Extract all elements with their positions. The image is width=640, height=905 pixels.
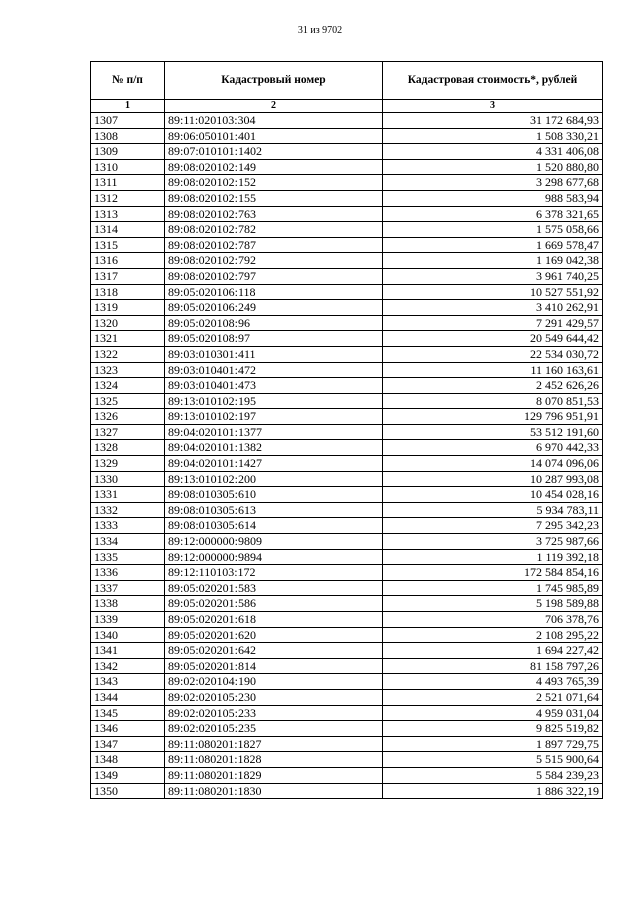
row-number-cell: 1319 (91, 300, 165, 316)
cadastral-number-cell: 89:12:000000:9809 (165, 534, 383, 550)
table-row (91, 580, 603, 596)
column-number-1: 1 (91, 100, 165, 113)
page-number: 31 из 9702 (297, 25, 343, 36)
cadastral-value-cell: 5 934 783,11 (383, 502, 603, 518)
table-row (91, 331, 603, 347)
cadastral-value-cell: 5 584 239,23 (383, 767, 603, 783)
cadastral-value-cell: 2 108 295,22 (383, 627, 603, 643)
table-row (91, 206, 603, 222)
row-number-cell: 1322 (91, 346, 165, 362)
cadastral-value-cell: 3 961 740,25 (383, 268, 603, 284)
table-row (91, 612, 603, 628)
row-number-cell: 1335 (91, 549, 165, 565)
cadastral-number-cell: 89:13:010102:197 (165, 409, 383, 425)
table-row (91, 549, 603, 565)
row-number-cell: 1340 (91, 627, 165, 643)
cadastral-number-cell: 89:11:020103:304 (165, 113, 383, 129)
cadastral-value-cell: 10 454 028,16 (383, 487, 603, 503)
row-number-cell: 1334 (91, 534, 165, 550)
row-number-cell: 1341 (91, 643, 165, 659)
row-number-cell: 1330 (91, 471, 165, 487)
table-row (91, 378, 603, 394)
row-number-cell: 1333 (91, 518, 165, 534)
cadastral-number-cell: 89:07:010101:1402 (165, 144, 383, 160)
table-row (91, 596, 603, 612)
cadastral-value-cell: 1 575 058,66 (383, 222, 603, 238)
cadastral-number-cell: 89:04:020101:1382 (165, 440, 383, 456)
cadastral-number-cell: 89:02:020105:235 (165, 721, 383, 737)
row-number-cell: 1309 (91, 144, 165, 160)
row-number-cell: 1348 (91, 752, 165, 768)
cadastral-number-cell: 89:05:020106:118 (165, 284, 383, 300)
cadastral-value-cell: 706 378,76 (383, 612, 603, 628)
cadastral-number-cell: 89:13:010102:200 (165, 471, 383, 487)
cadastral-number-cell: 89:02:020105:230 (165, 689, 383, 705)
table-row (91, 175, 603, 191)
cadastral-number-cell: 89:08:020102:782 (165, 222, 383, 238)
row-number-cell: 1343 (91, 674, 165, 690)
row-number-cell: 1347 (91, 736, 165, 752)
cadastral-number-cell: 89:02:020104:190 (165, 674, 383, 690)
cadastral-value-cell: 10 527 551,92 (383, 284, 603, 300)
row-number-cell: 1321 (91, 331, 165, 347)
cadastral-number-cell: 89:08:020102:149 (165, 159, 383, 175)
cadastral-number-cell: 89:05:020108:96 (165, 315, 383, 331)
cadastral-value-cell: 20 549 644,42 (383, 331, 603, 347)
table-row (91, 393, 603, 409)
cadastral-number-cell: 89:08:020102:763 (165, 206, 383, 222)
table-row (91, 752, 603, 768)
cadastral-number-cell: 89:05:020201:583 (165, 580, 383, 596)
cadastral-value-cell: 1 886 322,19 (383, 783, 603, 799)
row-number-cell: 1336 (91, 565, 165, 581)
table-row (91, 284, 603, 300)
cadastral-value-cell: 53 512 191,60 (383, 424, 603, 440)
cadastral-value-cell: 172 584 854,16 (383, 565, 603, 581)
cadastral-number-cell: 89:13:010102:195 (165, 393, 383, 409)
cadastral-number-cell: 89:11:080201:1827 (165, 736, 383, 752)
cadastral-value-cell: 1 520 880,80 (383, 159, 603, 175)
row-number-cell: 1337 (91, 580, 165, 596)
cadastral-value-cell: 1 897 729,75 (383, 736, 603, 752)
row-number-cell: 1349 (91, 767, 165, 783)
table-row (91, 767, 603, 783)
cadastral-number-cell: 89:12:000000:9894 (165, 549, 383, 565)
row-number-cell: 1315 (91, 237, 165, 253)
table-row (91, 471, 603, 487)
table-row (91, 424, 603, 440)
table-row (91, 721, 603, 737)
table-row (91, 689, 603, 705)
cadastral-number-cell: 89:08:020102:152 (165, 175, 383, 191)
table-row (91, 534, 603, 550)
cadastral-number-cell: 89:08:020102:792 (165, 253, 383, 269)
table-row (91, 237, 603, 253)
cadastral-value-cell: 8 070 851,53 (383, 393, 603, 409)
table-header-row (91, 62, 603, 100)
table-row (91, 487, 603, 503)
row-number-cell: 1342 (91, 658, 165, 674)
cadastral-value-cell: 9 825 519,82 (383, 721, 603, 737)
table-row (91, 456, 603, 472)
table-row (91, 643, 603, 659)
row-number-cell: 1314 (91, 222, 165, 238)
cadastral-value-cell: 10 287 993,08 (383, 471, 603, 487)
table-row (91, 190, 603, 206)
row-number-cell: 1350 (91, 783, 165, 799)
cadastral-value-cell: 14 074 096,06 (383, 456, 603, 472)
cadastral-value-cell: 1 694 227,42 (383, 643, 603, 659)
cadastral-value-cell: 5 515 900,64 (383, 752, 603, 768)
table-row (91, 346, 603, 362)
row-number-cell: 1331 (91, 487, 165, 503)
cadastral-number-cell: 89:05:020201:620 (165, 627, 383, 643)
cadastral-number-cell: 89:11:080201:1830 (165, 783, 383, 799)
table-row (91, 253, 603, 269)
row-number-cell: 1308 (91, 128, 165, 144)
cadastral-value-cell: 1 169 042,38 (383, 253, 603, 269)
cadastral-value-cell: 1 669 578,47 (383, 237, 603, 253)
cadastral-value-cell: 7 291 429,57 (383, 315, 603, 331)
table-row (91, 222, 603, 238)
table-body (91, 113, 603, 799)
table-row (91, 627, 603, 643)
row-number-cell: 1344 (91, 689, 165, 705)
table-row (91, 409, 603, 425)
table-row (91, 144, 603, 160)
row-number-cell: 1311 (91, 175, 165, 191)
table-row (91, 705, 603, 721)
cadastral-number-cell: 89:05:020201:618 (165, 612, 383, 628)
row-number-cell: 1327 (91, 424, 165, 440)
row-number-cell: 1328 (91, 440, 165, 456)
table-row (91, 113, 603, 129)
row-number-cell: 1338 (91, 596, 165, 612)
cadastral-value-cell: 81 158 797,26 (383, 658, 603, 674)
cadastral-number-cell: 89:04:020101:1427 (165, 456, 383, 472)
cadastral-value-cell: 988 583,94 (383, 190, 603, 206)
cadastral-number-cell: 89:08:020102:797 (165, 268, 383, 284)
table-row (91, 674, 603, 690)
cadastral-number-cell: 89:06:050101:401 (165, 128, 383, 144)
cadastral-number-cell: 89:08:020102:787 (165, 237, 383, 253)
cadastral-number-cell: 89:11:080201:1829 (165, 767, 383, 783)
table-row (91, 440, 603, 456)
cadastral-value-cell: 6 378 321,65 (383, 206, 603, 222)
cadastral-value-cell: 7 295 342,23 (383, 518, 603, 534)
cadastral-number-cell: 89:05:020106:249 (165, 300, 383, 316)
cadastral-number-cell: 89:11:080201:1828 (165, 752, 383, 768)
cadastral-value-cell: 4 331 406,08 (383, 144, 603, 160)
cadastral-value-cell: 3 725 987,66 (383, 534, 603, 550)
cadastral-value-cell: 3 298 677,68 (383, 175, 603, 191)
row-number-cell: 1326 (91, 409, 165, 425)
cadastral-number-cell: 89:08:010305:614 (165, 518, 383, 534)
cadastral-number-cell: 89:03:010401:473 (165, 378, 383, 394)
cadastral-value-cell: 1 745 985,89 (383, 580, 603, 596)
cadastral-number-cell: 89:02:020105:233 (165, 705, 383, 721)
row-number-cell: 1312 (91, 190, 165, 206)
cadastral-value-cell: 22 534 030,72 (383, 346, 603, 362)
column-numbers-row (91, 100, 603, 113)
row-number-cell: 1329 (91, 456, 165, 472)
row-number-cell: 1339 (91, 612, 165, 628)
cadastral-value-cell: 6 970 442,33 (383, 440, 603, 456)
row-number-cell: 1332 (91, 502, 165, 518)
cadastral-value-cell: 2 521 071,64 (383, 689, 603, 705)
column-header-cadastral-value: Кадастровая стоимость*, рублей (383, 62, 603, 100)
table-row (91, 362, 603, 378)
column-header-cadastral-number: Кадастровый номер (165, 62, 383, 100)
column-header-number: № п/п (91, 62, 165, 100)
row-number-cell: 1320 (91, 315, 165, 331)
cadastral-value-cell: 4 493 765,39 (383, 674, 603, 690)
table-row (91, 565, 603, 581)
table-row (91, 159, 603, 175)
cadastral-number-cell: 89:08:010305:613 (165, 502, 383, 518)
cadastral-value-cell: 129 796 951,91 (383, 409, 603, 425)
table-row (91, 518, 603, 534)
column-number-3: 3 (383, 100, 603, 113)
cadastral-number-cell: 89:04:020101:1377 (165, 424, 383, 440)
cadastral-number-cell: 89:05:020201:586 (165, 596, 383, 612)
row-number-cell: 1345 (91, 705, 165, 721)
row-number-cell: 1307 (91, 113, 165, 129)
column-number-2: 2 (165, 100, 383, 113)
table-row (91, 736, 603, 752)
row-number-cell: 1317 (91, 268, 165, 284)
cadastral-number-cell: 89:08:010305:610 (165, 487, 383, 503)
cadastral-number-cell: 89:12:110103:172 (165, 565, 383, 581)
row-number-cell: 1318 (91, 284, 165, 300)
cadastral-value-cell: 2 452 626,26 (383, 378, 603, 394)
cadastral-value-cell: 1 508 330,21 (383, 128, 603, 144)
cadastral-number-cell: 89:08:020102:155 (165, 190, 383, 206)
row-number-cell: 1324 (91, 378, 165, 394)
table-row (91, 268, 603, 284)
cadastral-number-cell: 89:05:020201:814 (165, 658, 383, 674)
cadastral-number-cell: 89:03:010301:411 (165, 346, 383, 362)
row-number-cell: 1323 (91, 362, 165, 378)
cadastral-value-cell: 11 160 163,61 (383, 362, 603, 378)
cadastral-value-cell: 3 410 262,91 (383, 300, 603, 316)
cadastral-value-cell: 5 198 589,88 (383, 596, 603, 612)
table-row (91, 658, 603, 674)
cadastral-value-cell: 31 172 684,93 (383, 113, 603, 129)
row-number-cell: 1346 (91, 721, 165, 737)
table-row (91, 300, 603, 316)
cadastral-value-cell: 4 959 031,04 (383, 705, 603, 721)
table-row (91, 128, 603, 144)
row-number-cell: 1313 (91, 206, 165, 222)
cadastral-number-cell: 89:05:020108:97 (165, 331, 383, 347)
cadastral-value-table (90, 61, 603, 799)
cadastral-value-cell: 1 119 392,18 (383, 549, 603, 565)
cadastral-number-cell: 89:05:020201:642 (165, 643, 383, 659)
row-number-cell: 1310 (91, 159, 165, 175)
table-row (91, 783, 603, 799)
row-number-cell: 1316 (91, 253, 165, 269)
row-number-cell: 1325 (91, 393, 165, 409)
cadastral-number-cell: 89:03:010401:472 (165, 362, 383, 378)
table-row (91, 315, 603, 331)
table-row (91, 502, 603, 518)
